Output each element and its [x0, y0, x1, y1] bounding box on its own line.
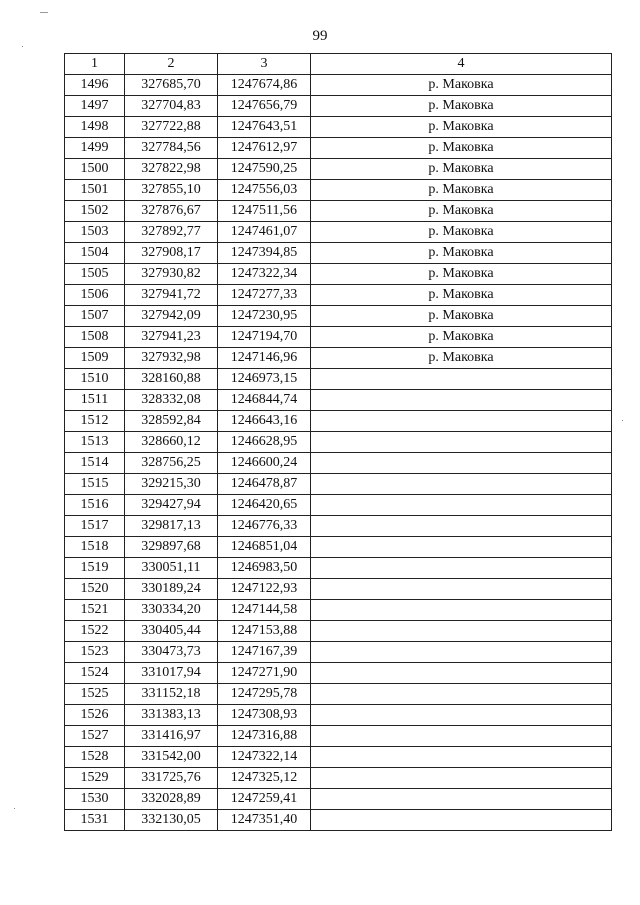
description-cell: [311, 663, 612, 684]
x-coordinate-cell: 331383,13: [125, 705, 218, 726]
y-coordinate-cell: 1247194,70: [218, 327, 311, 348]
description-cell: [311, 390, 612, 411]
x-coordinate-cell: 327932,98: [125, 348, 218, 369]
description-cell: [311, 600, 612, 621]
y-coordinate-cell: 1247322,34: [218, 264, 311, 285]
x-coordinate-cell: 330051,11: [125, 558, 218, 579]
x-coordinate-cell: 329817,13: [125, 516, 218, 537]
table-row: [65, 180, 612, 201]
header-row: [65, 54, 612, 75]
y-coordinate-cell: 1246776,33: [218, 516, 311, 537]
x-coordinate-cell: 327941,72: [125, 285, 218, 306]
y-coordinate-cell: 1247271,90: [218, 663, 311, 684]
table-row: [65, 411, 612, 432]
description-cell: [311, 684, 612, 705]
y-coordinate-cell: 1246844,74: [218, 390, 311, 411]
x-coordinate-cell: 327722,88: [125, 117, 218, 138]
table-row: [65, 663, 612, 684]
point-number-cell: 1527: [65, 726, 125, 747]
y-coordinate-cell: 1247325,12: [218, 768, 311, 789]
table-row: [65, 117, 612, 138]
table-row: [65, 558, 612, 579]
x-coordinate-cell: 327908,17: [125, 243, 218, 264]
description-cell: [311, 642, 612, 663]
y-coordinate-cell: 1247308,93: [218, 705, 311, 726]
description-cell: р. Маковка: [311, 348, 612, 369]
table-row: [65, 600, 612, 621]
column-header-4: 4: [311, 54, 612, 75]
description-cell: [311, 621, 612, 642]
description-cell: [311, 789, 612, 810]
y-coordinate-cell: 1246973,15: [218, 369, 311, 390]
x-coordinate-cell: 328660,12: [125, 432, 218, 453]
table-row: [65, 159, 612, 180]
point-number-cell: 1512: [65, 411, 125, 432]
point-number-cell: 1530: [65, 789, 125, 810]
y-coordinate-cell: 1247556,03: [218, 180, 311, 201]
table-row: [65, 138, 612, 159]
column-header-1: 1: [65, 54, 125, 75]
description-cell: р. Маковка: [311, 201, 612, 222]
point-number-cell: 1507: [65, 306, 125, 327]
y-coordinate-cell: 1247316,88: [218, 726, 311, 747]
y-coordinate-cell: 1246851,04: [218, 537, 311, 558]
table-row: [65, 264, 612, 285]
x-coordinate-cell: 327876,67: [125, 201, 218, 222]
x-coordinate-cell: 327685,70: [125, 75, 218, 96]
table-row: [65, 495, 612, 516]
column-header-3: 3: [218, 54, 311, 75]
x-coordinate-cell: 327704,83: [125, 96, 218, 117]
point-number-cell: 1517: [65, 516, 125, 537]
x-coordinate-cell: 331017,94: [125, 663, 218, 684]
point-number-cell: 1508: [65, 327, 125, 348]
description-cell: р. Маковка: [311, 96, 612, 117]
x-coordinate-cell: 332028,89: [125, 789, 218, 810]
y-coordinate-cell: 1246420,65: [218, 495, 311, 516]
x-coordinate-cell: 329427,94: [125, 495, 218, 516]
scan-speck: [14, 808, 15, 809]
description-cell: [311, 516, 612, 537]
y-coordinate-cell: 1246983,50: [218, 558, 311, 579]
y-coordinate-cell: 1247295,78: [218, 684, 311, 705]
x-coordinate-cell: 332130,05: [125, 810, 218, 831]
point-number-cell: 1503: [65, 222, 125, 243]
point-number-cell: 1524: [65, 663, 125, 684]
description-cell: р. Маковка: [311, 75, 612, 96]
y-coordinate-cell: 1247259,41: [218, 789, 311, 810]
point-number-cell: 1516: [65, 495, 125, 516]
description-cell: р. Маковка: [311, 243, 612, 264]
y-coordinate-cell: 1247394,85: [218, 243, 311, 264]
point-number-cell: 1525: [65, 684, 125, 705]
y-coordinate-cell: 1247144,58: [218, 600, 311, 621]
description-cell: [311, 705, 612, 726]
y-coordinate-cell: 1246600,24: [218, 453, 311, 474]
table-row: [65, 96, 612, 117]
y-coordinate-cell: 1247461,07: [218, 222, 311, 243]
table-row: [65, 642, 612, 663]
y-coordinate-cell: 1247167,39: [218, 642, 311, 663]
y-coordinate-cell: 1247322,14: [218, 747, 311, 768]
description-cell: [311, 747, 612, 768]
x-coordinate-cell: 330405,44: [125, 621, 218, 642]
description-cell: р. Маковка: [311, 306, 612, 327]
description-cell: [311, 768, 612, 789]
y-coordinate-cell: 1246643,16: [218, 411, 311, 432]
point-number-cell: 1497: [65, 96, 125, 117]
x-coordinate-cell: 327855,10: [125, 180, 218, 201]
x-coordinate-cell: 330189,24: [125, 579, 218, 600]
table-row: [65, 390, 612, 411]
description-cell: [311, 558, 612, 579]
y-coordinate-cell: 1247122,93: [218, 579, 311, 600]
description-cell: [311, 453, 612, 474]
description-cell: [311, 432, 612, 453]
table-row: [65, 579, 612, 600]
table-row: [65, 726, 612, 747]
point-number-cell: 1519: [65, 558, 125, 579]
y-coordinate-cell: 1247590,25: [218, 159, 311, 180]
point-number-cell: 1529: [65, 768, 125, 789]
point-number-cell: 1513: [65, 432, 125, 453]
point-number-cell: 1526: [65, 705, 125, 726]
point-number-cell: 1509: [65, 348, 125, 369]
x-coordinate-cell: 331416,97: [125, 726, 218, 747]
point-number-cell: 1523: [65, 642, 125, 663]
point-number-cell: 1510: [65, 369, 125, 390]
point-number-cell: 1496: [65, 75, 125, 96]
x-coordinate-cell: 328160,88: [125, 369, 218, 390]
table-row: [65, 453, 612, 474]
point-number-cell: 1514: [65, 453, 125, 474]
x-coordinate-cell: 327892,77: [125, 222, 218, 243]
point-number-cell: 1501: [65, 180, 125, 201]
table-row: [65, 201, 612, 222]
table-row: [65, 243, 612, 264]
point-number-cell: 1498: [65, 117, 125, 138]
point-number-cell: 1511: [65, 390, 125, 411]
description-cell: р. Маковка: [311, 138, 612, 159]
column-header-2: 2: [125, 54, 218, 75]
description-cell: р. Маковка: [311, 117, 612, 138]
y-coordinate-cell: 1247612,97: [218, 138, 311, 159]
x-coordinate-cell: 329897,68: [125, 537, 218, 558]
x-coordinate-cell: 327822,98: [125, 159, 218, 180]
table-row: [65, 810, 612, 831]
scan-speck: [40, 12, 48, 13]
y-coordinate-cell: 1247153,88: [218, 621, 311, 642]
scan-speck: [622, 420, 623, 421]
point-number-cell: 1531: [65, 810, 125, 831]
table-body: [65, 75, 612, 831]
x-coordinate-cell: 328756,25: [125, 453, 218, 474]
description-cell: р. Маковка: [311, 285, 612, 306]
table-row: [65, 222, 612, 243]
coordinates-table: [64, 53, 612, 831]
y-coordinate-cell: 1247351,40: [218, 810, 311, 831]
table-row: [65, 369, 612, 390]
point-number-cell: 1522: [65, 621, 125, 642]
x-coordinate-cell: 331725,76: [125, 768, 218, 789]
y-coordinate-cell: 1247277,33: [218, 285, 311, 306]
description-cell: р. Маковка: [311, 180, 612, 201]
table-row: [65, 621, 612, 642]
description-cell: [311, 369, 612, 390]
y-coordinate-cell: 1247146,96: [218, 348, 311, 369]
table-row: [65, 75, 612, 96]
x-coordinate-cell: 327941,23: [125, 327, 218, 348]
table-row: [65, 474, 612, 495]
point-number-cell: 1521: [65, 600, 125, 621]
table-row: [65, 516, 612, 537]
y-coordinate-cell: 1246628,95: [218, 432, 311, 453]
description-cell: [311, 495, 612, 516]
x-coordinate-cell: 328592,84: [125, 411, 218, 432]
x-coordinate-cell: 330473,73: [125, 642, 218, 663]
y-coordinate-cell: 1247656,79: [218, 96, 311, 117]
point-number-cell: 1499: [65, 138, 125, 159]
table-row: [65, 705, 612, 726]
description-cell: [311, 726, 612, 747]
point-number-cell: 1518: [65, 537, 125, 558]
x-coordinate-cell: 331152,18: [125, 684, 218, 705]
table-row: [65, 768, 612, 789]
table-row: [65, 285, 612, 306]
description-cell: р. Маковка: [311, 222, 612, 243]
x-coordinate-cell: 330334,20: [125, 600, 218, 621]
scan-speck: [22, 46, 23, 47]
table-row: [65, 789, 612, 810]
table-row: [65, 684, 612, 705]
description-cell: [311, 537, 612, 558]
y-coordinate-cell: 1247643,51: [218, 117, 311, 138]
x-coordinate-cell: 327784,56: [125, 138, 218, 159]
y-coordinate-cell: 1246478,87: [218, 474, 311, 495]
point-number-cell: 1504: [65, 243, 125, 264]
point-number-cell: 1520: [65, 579, 125, 600]
table-row: [65, 306, 612, 327]
table-row: [65, 348, 612, 369]
description-cell: [311, 474, 612, 495]
table-row: [65, 537, 612, 558]
point-number-cell: 1515: [65, 474, 125, 495]
table-row: [65, 432, 612, 453]
page-number: 99: [312, 28, 328, 44]
point-number-cell: 1506: [65, 285, 125, 306]
table-row: [65, 747, 612, 768]
description-cell: [311, 579, 612, 600]
point-number-cell: 1502: [65, 201, 125, 222]
description-cell: р. Маковка: [311, 327, 612, 348]
point-number-cell: 1500: [65, 159, 125, 180]
table-header: [65, 54, 612, 75]
x-coordinate-cell: 329215,30: [125, 474, 218, 495]
x-coordinate-cell: 328332,08: [125, 390, 218, 411]
x-coordinate-cell: 331542,00: [125, 747, 218, 768]
table-row: [65, 327, 612, 348]
point-number-cell: 1505: [65, 264, 125, 285]
y-coordinate-cell: 1247230,95: [218, 306, 311, 327]
description-cell: р. Маковка: [311, 159, 612, 180]
x-coordinate-cell: 327930,82: [125, 264, 218, 285]
y-coordinate-cell: 1247674,86: [218, 75, 311, 96]
x-coordinate-cell: 327942,09: [125, 306, 218, 327]
y-coordinate-cell: 1247511,56: [218, 201, 311, 222]
description-cell: р. Маковка: [311, 264, 612, 285]
description-cell: [311, 810, 612, 831]
point-number-cell: 1528: [65, 747, 125, 768]
description-cell: [311, 411, 612, 432]
